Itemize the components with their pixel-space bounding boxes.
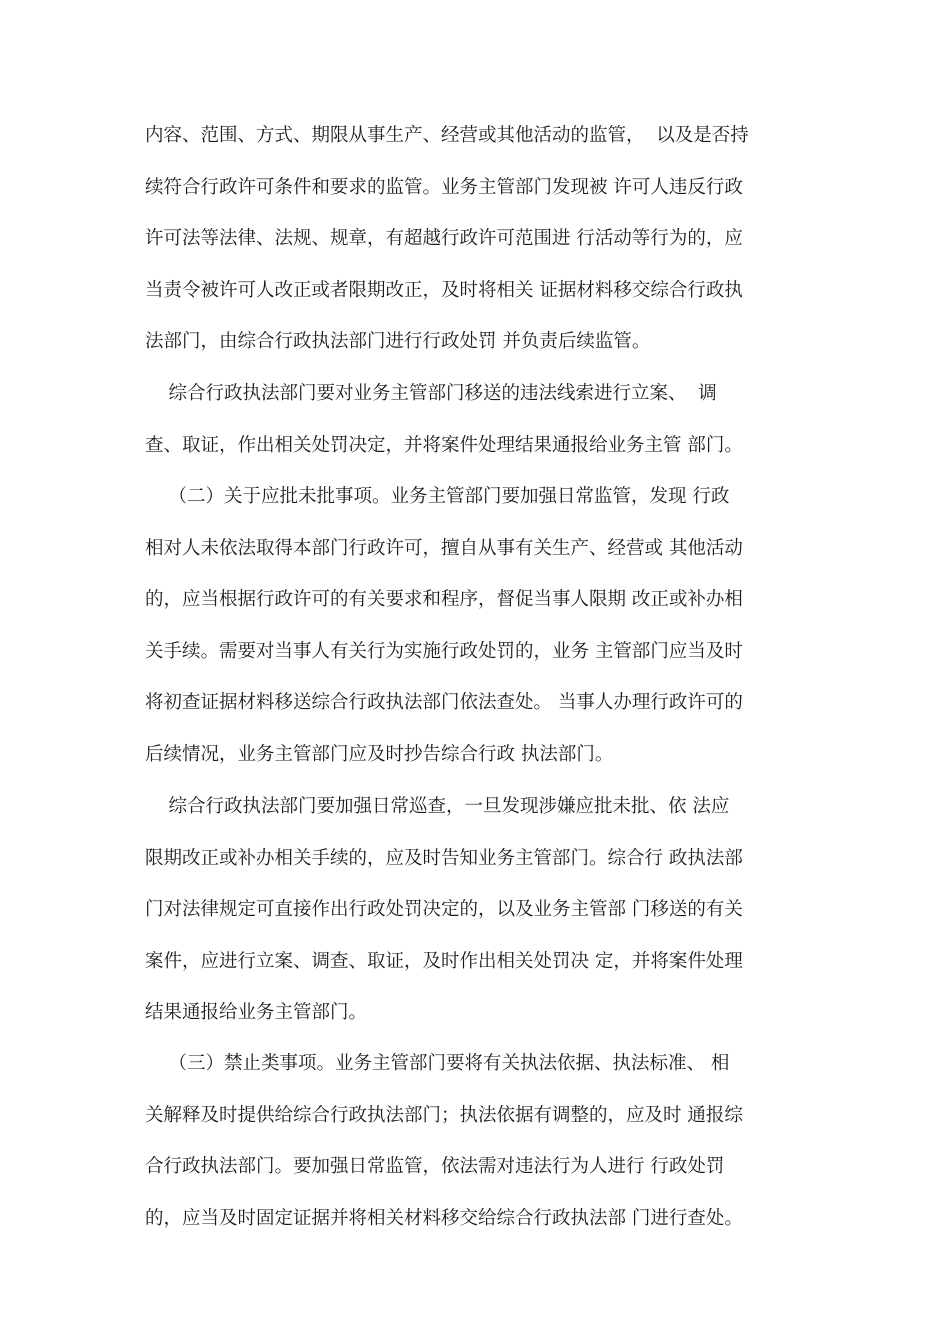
text-line: 法部门，由综合行政执法部门进行行政处罚 并负责后续监管。 <box>145 331 651 353</box>
text-line: 的，应当根据行政许可的有关要求和程序，督促当事人限期 改正或补办相 <box>145 589 743 611</box>
text-line: 综合行政执法部门要对业务主管部门移送的违法线索进行立案、 调 <box>145 383 717 404</box>
text-line: 续符合行政许可条件和要求的监管。业务主管部门发现被 许可人违反行政 <box>145 176 743 198</box>
text-line: （三）禁止类事项。业务主管部门要将有关执法依据、执法标准、 相 <box>145 1053 730 1074</box>
text-line: 案件，应进行立案、调查、取证，及时作出相关处罚决 定，并将案件处理 <box>145 950 743 972</box>
text-line: 当责令被许可人改正或者限期改正，及时将相关 证据材料移交综合行政执 <box>145 279 743 301</box>
text-line: 的，应当及时固定证据并将相关材料移交给综合行政执法部 门进行查处。 <box>145 1207 743 1229</box>
paragraph-section-two <box>145 471 821 781</box>
text-line: 相对人未依法取得本部门行政许可，擅自从事有关生产、经营或 其他活动 <box>145 537 743 559</box>
text-line: 结果通报给业务主管部门。 <box>145 1002 368 1024</box>
text-line: 关解释及时提供给综合行政执法部门；执法依据有调整的，应及时 通报综 <box>145 1104 743 1126</box>
text-line: 合行政执法部门。要加强日常监管，依法需对违法行为人进行 行政处罚 <box>145 1156 725 1178</box>
text-line: 关手续。需要对当事人有关行为实施行政处罚的，业务 主管部门应当及时 <box>145 640 743 662</box>
paragraph-section-three <box>145 1038 821 1244</box>
text-line: 门对法律规定可直接作出行政处罚决定的，以及业务主管部 门移送的有关 <box>145 899 743 921</box>
paragraph-enforcement-dept-case <box>145 368 821 471</box>
text-line: 许可法等法律、法规、规章，有超越行政许可范围进 行活动等行为的，应 <box>145 228 743 250</box>
text-line: （二）关于应批未批事项。业务主管部门要加强日常监管，发现 行政 <box>145 486 730 507</box>
paragraph-daily-patrol <box>145 781 821 1039</box>
text-line: 综合行政执法部门要加强日常巡查，一旦发现涉嫌应批未批、依 法应 <box>145 796 730 817</box>
paragraph-supervision-scope <box>145 110 821 368</box>
text-line: 后续情况，业务主管部门应及时抄告综合行政 执法部门。 <box>145 743 614 765</box>
text-line: 内容、范围、方式、期限从事生产、经营或其他活动的监管， 以及是否持 <box>145 125 749 146</box>
text-line: 将初查证据材料移送综合行政执法部门依法查处。 当事人办理行政许可的 <box>145 692 743 714</box>
text-line: 限期改正或补办相关手续的，应及时告知业务主管部门。综合行 政执法部 <box>145 847 743 869</box>
text-line: 查、取证，作出相关处罚决定，并将案件处理结果通报给业务主管 部门。 <box>145 434 743 456</box>
